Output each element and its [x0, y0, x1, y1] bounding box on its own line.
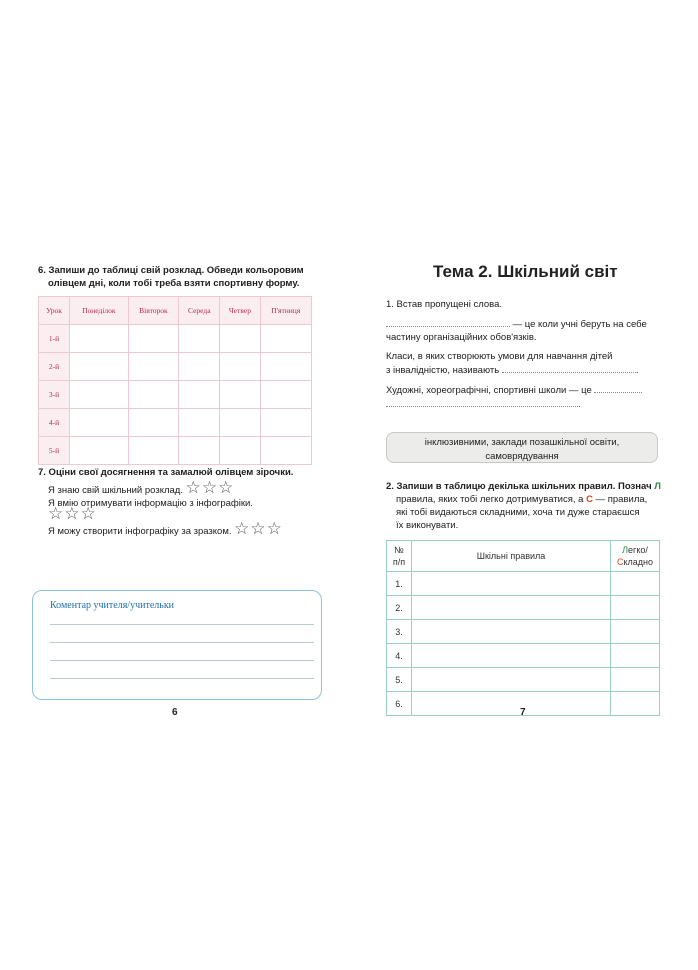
schedule-cell[interactable]	[220, 409, 260, 437]
comment-line[interactable]	[50, 678, 314, 679]
header-letter-s: С	[616, 557, 624, 567]
schedule-cell[interactable]	[128, 437, 179, 465]
task7-item1: Я знаю свій шкільний розклад.	[48, 485, 183, 496]
schedule-cell[interactable]	[70, 381, 129, 409]
header-easy: егко/	[628, 545, 648, 555]
row-number: 6.	[387, 692, 412, 716]
rules-header-rules: Шкільні правила	[412, 541, 611, 572]
schedule-row	[39, 381, 312, 409]
lesson-number: 5-й	[39, 437, 70, 465]
task7-item3-row	[38, 519, 318, 539]
rules-row	[387, 572, 660, 596]
schedule-row	[39, 353, 312, 381]
comment-line[interactable]	[50, 660, 314, 661]
schedule-header: Середа	[179, 297, 220, 325]
schedule-cell[interactable]	[128, 409, 179, 437]
rule-cell[interactable]	[412, 596, 611, 620]
difficulty-cell[interactable]	[611, 668, 660, 692]
rules-row	[387, 596, 660, 620]
schedule-cell[interactable]	[260, 381, 311, 409]
task1-s3-line1: Художні, хореографічні, спортивні школи — це	[386, 385, 592, 396]
schedule-row	[39, 325, 312, 353]
task7-item1-row	[38, 478, 318, 498]
row-number: 3.	[387, 620, 412, 644]
schedule-cell[interactable]	[179, 437, 220, 465]
comment-line[interactable]	[50, 624, 314, 625]
task2-line1	[386, 480, 662, 493]
task1-s2-line1: Класи, в яких створюють умови для навчання дітей	[386, 351, 613, 362]
rules-table	[386, 540, 660, 716]
comment-line[interactable]	[50, 642, 314, 643]
rules-row	[387, 644, 660, 668]
task1	[386, 298, 662, 411]
task1-sentence3-end: .	[386, 397, 662, 411]
schedule-cell[interactable]	[70, 409, 129, 437]
answer-line2: самоврядування	[485, 451, 559, 462]
schedule-header: Понеділок	[70, 297, 129, 325]
right-page	[349, 0, 698, 970]
rule-cell[interactable]	[412, 644, 611, 668]
schedule-cell[interactable]	[220, 437, 260, 465]
difficulty-cell[interactable]	[611, 596, 660, 620]
lesson-number: 2-й	[39, 353, 70, 381]
schedule-cell[interactable]	[260, 409, 311, 437]
fill-in-blank[interactable]	[594, 383, 642, 393]
answer-words-box	[386, 432, 658, 463]
rules-row	[387, 620, 660, 644]
schedule-cell[interactable]	[179, 353, 220, 381]
answer-line1: інклюзивними, заклади позашкільної освіти,	[424, 437, 620, 448]
schedule-cell[interactable]	[70, 325, 129, 353]
schedule-cell[interactable]	[260, 353, 311, 381]
header-number-abbr: п/п	[392, 557, 406, 567]
lesson-number: 1-й	[39, 325, 70, 353]
task1-s2-line2: з інвалідністю, називають	[386, 365, 500, 376]
task2-line1-text: 2. Запиши в таблицю декілька шкільних правил. Познач	[386, 481, 652, 492]
schedule-header: Вівторок	[128, 297, 179, 325]
letter-l: Л	[654, 481, 661, 492]
schedule-cell[interactable]	[128, 353, 179, 381]
fill-in-blank[interactable]	[502, 363, 636, 373]
row-number: 2.	[387, 596, 412, 620]
row-number: 5.	[387, 668, 412, 692]
task2-line3: які тобі видаються складними, хоча ти дуже стараєшся	[396, 507, 640, 518]
header-letter-l: Л	[622, 545, 629, 555]
schedule-cell[interactable]	[220, 353, 260, 381]
page-number: 6	[172, 707, 178, 718]
task7-item2: Я вмію отримувати інформацію з інфографіки.	[48, 498, 253, 509]
schedule-cell[interactable]	[128, 325, 179, 353]
schedule-row	[39, 437, 312, 465]
schedule-cell[interactable]	[70, 353, 129, 381]
schedule-cell[interactable]	[179, 325, 220, 353]
schedule-header: П'ятниця	[260, 297, 311, 325]
schedule-cell[interactable]	[70, 437, 129, 465]
task7-title: 7. Оціни свої досягнення та замалюй олівцем зірочки.	[38, 467, 294, 478]
schedule-row	[39, 409, 312, 437]
teacher-comment-title: Коментар учителя/учительки	[50, 600, 175, 611]
page-number: 7	[520, 707, 526, 718]
task2-line2	[386, 493, 662, 506]
task1-s1-part: — це коли учні беруть на себе	[512, 319, 647, 330]
schedule-table	[38, 296, 312, 465]
task6-line1: 6. Запиши до таблиці свій розклад. Обведи кольоровим	[38, 265, 304, 276]
task6-instruction	[38, 264, 314, 290]
rules-header-number	[387, 541, 412, 572]
task1-sentence1	[386, 317, 662, 331]
teacher-comment-box	[32, 590, 322, 700]
schedule-header-row	[39, 297, 312, 325]
rule-cell[interactable]	[412, 572, 611, 596]
page-title: Тема 2. Шкільний світ	[433, 262, 618, 281]
schedule-cell[interactable]	[220, 325, 260, 353]
fill-in-blank[interactable]	[386, 397, 578, 407]
task1-sentence3	[386, 383, 662, 397]
rules-row	[387, 668, 660, 692]
rule-cell[interactable]	[412, 620, 611, 644]
rules-header-difficulty	[611, 541, 660, 572]
task2-line4: їх виконувати.	[396, 520, 459, 531]
schedule-cell[interactable]	[260, 437, 311, 465]
task1-sentence2-end: з інвалідністю, називають .	[386, 365, 639, 376]
schedule-cell[interactable]	[128, 381, 179, 409]
star-rating-icon[interactable]: ☆☆☆	[48, 504, 97, 524]
task7	[38, 466, 318, 538]
difficulty-cell[interactable]	[611, 572, 660, 596]
letter-s: С	[586, 494, 593, 505]
task1-s1-line2: частину організаційних обов'язків.	[386, 332, 537, 343]
header-hard: кладно	[623, 557, 654, 567]
task2	[386, 480, 662, 532]
rule-cell[interactable]	[412, 668, 611, 692]
fill-in-blank[interactable]	[386, 317, 510, 327]
star-rating-icon[interactable]: ☆☆☆	[234, 519, 283, 539]
star-rating-icon[interactable]: ☆☆☆	[185, 478, 235, 498]
row-number: 4.	[387, 644, 412, 668]
task7-item3: Я можу створити інфографіку за зразком.	[48, 526, 232, 537]
schedule-cell[interactable]	[179, 409, 220, 437]
difficulty-cell[interactable]	[611, 692, 660, 716]
row-number: 1.	[387, 572, 412, 596]
difficulty-cell[interactable]	[611, 644, 660, 668]
schedule-header: Четвер	[220, 297, 260, 325]
schedule-cell[interactable]	[260, 325, 311, 353]
task2-line2-post: — правила,	[595, 494, 648, 505]
lesson-number: 3-й	[39, 381, 70, 409]
task2-line2-pre: правила, яких тобі легко дотримуватися, а	[396, 494, 584, 505]
rules-header-row	[387, 541, 660, 572]
task6-line2: олівцем дні, коли тобі треба взяти спортивну форму.	[48, 278, 300, 289]
header-number-sign: №	[394, 545, 404, 555]
task1-prompt: 1. Встав пропущені слова.	[386, 299, 503, 310]
difficulty-cell[interactable]	[611, 620, 660, 644]
schedule-cell[interactable]	[179, 381, 220, 409]
schedule-header: Урок	[39, 297, 70, 325]
rule-cell[interactable]	[412, 692, 611, 716]
schedule-cell[interactable]	[220, 381, 260, 409]
lesson-number: 4-й	[39, 409, 70, 437]
